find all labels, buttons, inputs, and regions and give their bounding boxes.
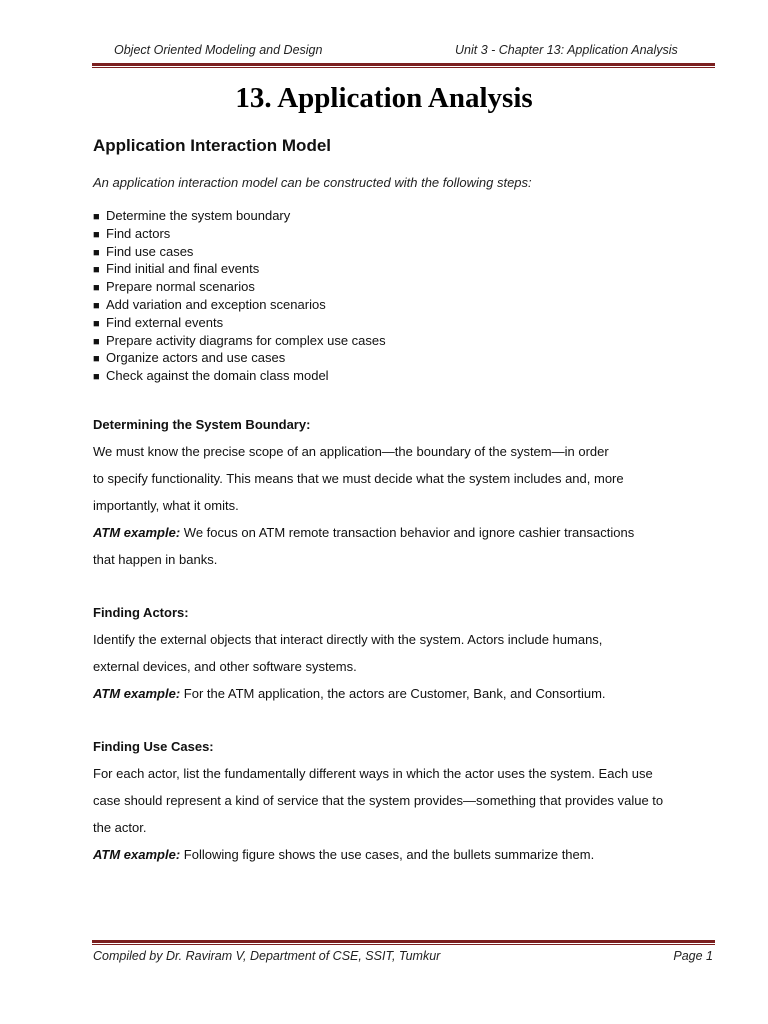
steps-list bbox=[93, 207, 386, 385]
paragraph-line: the actor. bbox=[93, 820, 147, 835]
bullet-icon: ■ bbox=[93, 228, 100, 241]
bullet-icon: ■ bbox=[93, 353, 100, 366]
list-item: ■ Find initial and final events bbox=[93, 260, 386, 278]
list-item: ■ Add variation and exception scenarios bbox=[93, 296, 386, 314]
list-item: ■ Determine the system boundary bbox=[93, 207, 386, 225]
section-heading: Application Interaction Model bbox=[93, 136, 332, 155]
bullet-icon: ■ bbox=[93, 211, 100, 223]
bullet-icon: ■ bbox=[93, 282, 100, 295]
section-intro: An application interaction model can be constructed with the following steps: bbox=[93, 175, 532, 190]
page-number: Page 1 bbox=[673, 949, 713, 963]
bullet-icon: ■ bbox=[93, 335, 100, 348]
list-item: ■ Organize actors and use cases bbox=[93, 349, 386, 367]
page-title: 13. Application Analysis bbox=[235, 82, 533, 114]
boundary-section bbox=[93, 411, 718, 573]
list-item: ■ Prepare activity diagrams for complex use cases bbox=[93, 332, 386, 350]
paragraph-line: For each actor, list the fundamentally different ways in which the actor uses the system. Each use bbox=[93, 766, 653, 781]
paragraph-line: external devices, and other software systems. bbox=[93, 659, 357, 674]
actors-heading: Finding Actors: bbox=[93, 605, 189, 620]
bullet-icon: ■ bbox=[93, 371, 100, 384]
footer-rule-thick bbox=[92, 940, 715, 943]
list-item: ■ Check against the domain class model bbox=[93, 367, 386, 385]
footer-author: Compiled by Dr. Raviram V, Department of CSE, SSIT, Tumkur bbox=[93, 949, 441, 963]
atm-example-line: ATM example: Following figure shows the use cases, and the bullets summarize them. bbox=[93, 847, 595, 862]
paragraph-line: We must know the precise scope of an application—the boundary of the system—in order bbox=[93, 444, 609, 459]
paragraph-line: Identify the external objects that interact directly with the system. Actors include humans, bbox=[93, 632, 603, 647]
list-item: ■ Find external events bbox=[93, 314, 386, 332]
atm-example-line: ATM example: We focus on ATM remote transaction behavior and ignore cashier transactions bbox=[93, 525, 635, 540]
header-rule-thin bbox=[92, 67, 715, 68]
atm-example-label: ATM example: bbox=[93, 525, 181, 540]
list-item: ■ Find use cases bbox=[93, 243, 386, 261]
bullet-icon: ■ bbox=[93, 299, 100, 312]
usecases-section bbox=[93, 733, 718, 868]
paragraph-line: importantly, what it omits. bbox=[93, 498, 239, 513]
header-course-title: Object Oriented Modeling and Design bbox=[114, 43, 323, 57]
paragraph-line: that happen in banks. bbox=[93, 552, 218, 567]
list-item: ■ Find actors bbox=[93, 225, 386, 243]
bullet-icon: ■ bbox=[93, 317, 100, 330]
atm-example-line: ATM example: For the ATM application, the actors are Customer, Bank, and Consortium. bbox=[93, 686, 606, 701]
list-item: ■ Prepare normal scenarios bbox=[93, 278, 386, 296]
header-chapter: Unit 3 - Chapter 13: Application Analysis bbox=[455, 43, 678, 57]
actors-section bbox=[93, 599, 718, 707]
header-rule-thick bbox=[92, 63, 715, 66]
bullet-icon: ■ bbox=[93, 264, 100, 277]
atm-example-label: ATM example: bbox=[93, 686, 181, 701]
atm-example-label: ATM example: bbox=[93, 847, 181, 862]
boundary-heading: Determining the System Boundary: bbox=[93, 417, 311, 432]
bullet-icon: ■ bbox=[93, 246, 100, 259]
footer-rule-thin bbox=[92, 944, 715, 945]
paragraph-line: case should represent a kind of service that the system provides—something that provides value to bbox=[93, 793, 664, 808]
usecases-heading: Finding Use Cases: bbox=[93, 739, 214, 754]
paragraph-line: to specify functionality. This means that we must decide what the system includes and, more bbox=[93, 471, 624, 486]
